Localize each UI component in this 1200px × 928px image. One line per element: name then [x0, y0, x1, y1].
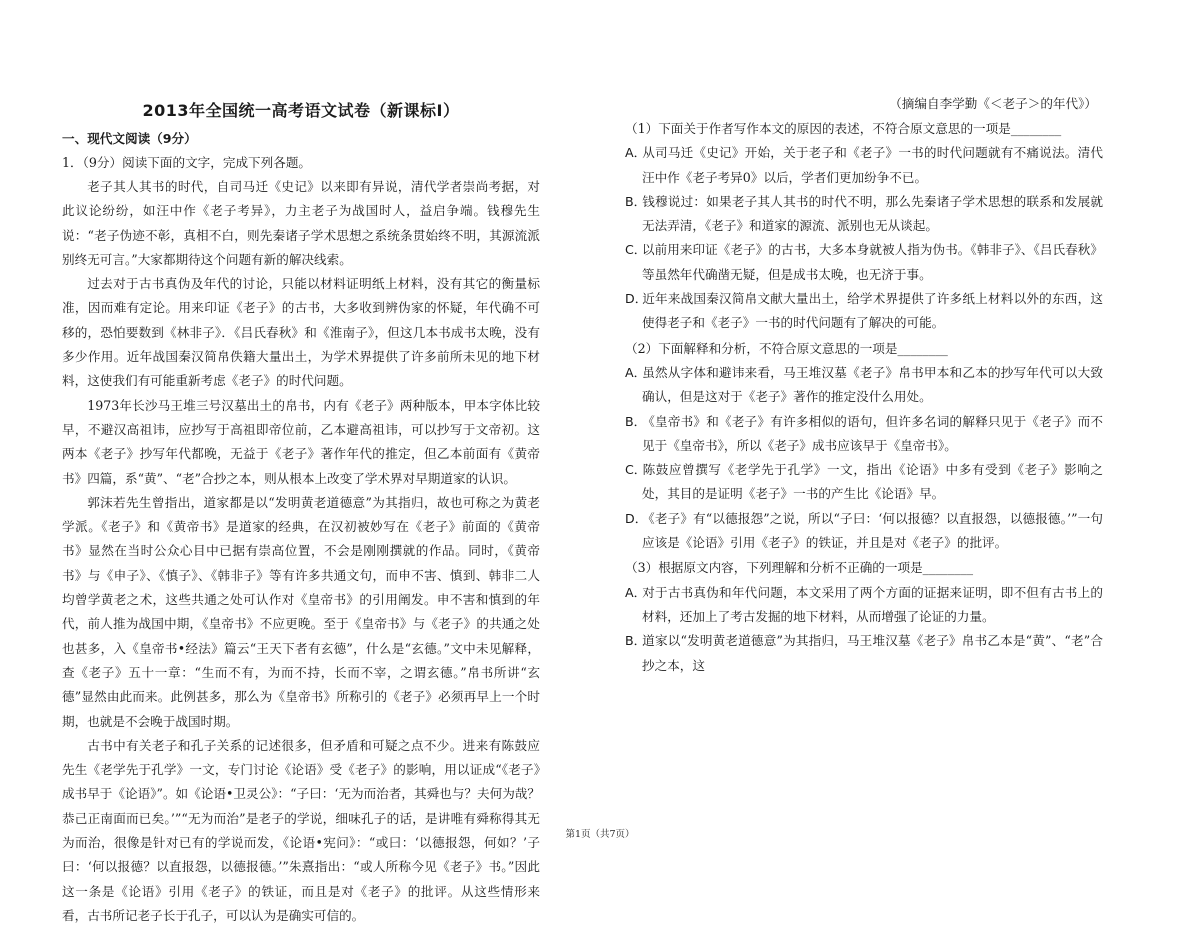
option-text: 虽然从字体和避讳来看，马王堆汉墓《老子》帛书甲本和乙本的抄写年代可以大致确认，但是这对于《老子》著作的推定没什么用处。	[642, 364, 1103, 405]
option-letter: B．	[625, 633, 647, 649]
question-3-option-b	[625, 629, 1103, 678]
passage-paragraph-1: 老子其人其书的时代，自司马迁《史记》以来即有异说，清代学者崇尚考据，对此议论纷纷，如汪中作《老子考异》，力主老子为战国时人，益启争端。钱穆先生说：“老子伪迹不彰，真相不白，则先秦诸子学术思想之系统条贯始终不明，其源流派别终无可言。”大家都期待这个问题有新的解决线索。	[62, 179, 540, 267]
option-text: 道家以“发明黄老道德意”为其指归，马王堆汉墓《老子》帛书乙本是“黄”、“老”合抄之本，这	[642, 633, 1103, 673]
question-2-option-b	[625, 410, 1103, 459]
option-letter: B．	[625, 413, 647, 429]
option-text: 对于古书真伪和年代问题，本文采用了两个方面的证据来证明，即不但有古书上的材料，还加上了考古发掘的地下材料，从而增强了论证的力量。	[642, 584, 1103, 624]
question-3-option-a	[625, 581, 1103, 630]
option-letter: A．	[625, 364, 647, 380]
question-heading: 1．（9分）阅读下面的文字，完成下列各题。	[62, 155, 312, 170]
passage-paragraph-4: 郭沫若先生曾指出，道家都是以“发明黄老道德意”为其指归，故也可称之为黄老学派。《老子》和《黄帝书》是道家的经典，在汉初被妙写在《老子》前面的《黄帝书》显然在当时公众心目中已据有崇高位置，不会是刚刚撰就的作品。同时，《黄帝书》与《申子》、《慎子》、《韩非子》等有许多共通文句，而申不害、慎到、韩非二人均曾学黄老之术，这些共通之处可认作对《皇帝书》的引用阐发。申不害和慎到的年代，前人推为战国中期，《皇帝书》不应更晚。至于《皇帝书》与《老子》的共通之处也甚多，入《皇帝书•经法》篇云“王天下者有玄德”，什么是“玄德。”文中未见解释，查《老子》五十一章：“生而不有，为而不持，长而不宰，之谓玄德。”帛书所讲“玄德”显然由此而来。此例甚多，那么为《皇帝书》所称引的《老子》必须再早上一个时期，也就是不会晚于战国时期。	[62, 494, 540, 729]
section-heading: 一、现代文阅读（9分）	[62, 131, 197, 146]
option-text: 以前用来印证《老子》的古书，大多本身就被人指为伪书。《韩非子》、《吕氏春秋》等虽然年代确凿无疑，但是成书太晚，也无济于事。	[642, 242, 1103, 282]
option-text: 《皇帝书》和《老子》有许多相似的语句，但许多名词的解释只见于《老子》而不见于《皇帝书》，所以《老子》成书应该早于《皇帝书》。	[642, 413, 1103, 453]
option-letter: C．	[625, 462, 647, 478]
question-1-option-d	[625, 287, 1103, 336]
question-1-option-c	[625, 238, 1103, 287]
option-letter: A．	[625, 584, 647, 600]
question-2-option-a	[625, 361, 1103, 410]
option-letter: C．	[625, 242, 647, 258]
question-1-option-b	[625, 190, 1103, 239]
left-column	[62, 90, 540, 928]
option-text: 钱穆说过：如果老子其人其书的时代不明，那么先秦诸子学术思想的联系和发展就无法弄清，《老子》和道家的源流、派别也无从谈起。	[642, 193, 1103, 234]
exam-title: 2013年全国统一高考语文试卷（新课标Ⅰ）	[142, 101, 460, 120]
option-text: 从司马迁《史记》开始，关于老子和《老子》一书的时代问题就有不痛说法。清代汪中作《老子考异0》以后，学者们更加纷争不已。	[642, 145, 1103, 185]
page-footer: 第1页（共7页）	[565, 829, 635, 840]
option-text: 陈鼓应曾撰写《老学先于孔学》一文，指出《论语》中多有受到《老子》影响之处，其目的是证明《老子》一书的产生比《论语》早。	[642, 462, 1103, 502]
option-letter: D．	[625, 291, 648, 307]
option-text: 近年来战国秦汉简帛文献大量出土，给学术界提供了许多纸上材料以外的东西，这使得老子和《老子》一书的时代问题有了解决的可能。	[642, 291, 1103, 331]
passage-paragraph-3: 1973年长沙马王堆三号汉墓出土的帛书，内有《老子》两种版本，甲本字体比较早，不避汉高祖讳，应抄写于高祖即帝位前，乙本避高祖讳，可以抄写于文帝初。这两本《老子》抄写年代都晚，无益于《老子》著作年代的推定，但乙本前面有《黄帝书》四篇，系“黄”、“老”合抄之本，则从根本上改变了学术界对早期道家的认识。	[62, 397, 540, 486]
passage-source: （摘编自李学勤《＜老子＞的年代》）	[889, 96, 1097, 111]
option-letter: A．	[625, 145, 647, 161]
question-2-option-c	[625, 458, 1103, 507]
question-1-stem: （1）下面关于作者写作本文的原因的表述，不符合原文意思的一项是________	[625, 121, 1062, 136]
passage-paragraph-2: 过去对于古书真伪及年代的讨论，只能以材料证明纸上材料，没有其它的衡量标准，因而难有定论。用来印证《老子》的古书，大多收到辨伪家的怀疑，年代确不可移的，恐怕要数到《林非子》．《吕氏春秋》和《淮南子》，但这几本书成书太晚，没有多少作用。近年战国秦汉简帛佚籍大量出土，为学术界提供了许多前所未见的地下材料，这使我们有可能重新考虑《老子》的时代问题。	[62, 276, 540, 389]
option-text: 《老子》有“以德报怨”之说，所以“子曰：‘何以报德？以直报怨，以德报德。’”一句应该是《论语》引用《老子》的铁证，并且是对《老子》的批评。	[642, 510, 1103, 551]
passage-paragraph-5: 古书中有关老子和孔子关系的记述很多，但矛盾和可疑之点不少。进来有陈鼓应先生《老学先于孔学》一文，专门讨论《论语》受《老子》的影响，用以证成“《老子》成书早于《论语》”。如《论语•卫灵公》：“子曰：‘无为而治者，其舜也与？夫何为哉？恭己正南面而已矣。’”“无为而治”是老子的学说，细味孔子的话，是讲唯有舜称得其无为而治，很像是针对已有的学说而发，《论语•宪问》：“或曰：‘以德报怨，何如？’子曰：‘何以报德？以直报怨，以德报德。’”朱熹指出：“或人所称今见《老子》书。”因此这一条是《论语》引用《老子》的铁证，而且是对《老子》的批评。从这些情形来看，古书所记老子长于孔子，可以认为是确实可信的。	[62, 737, 540, 923]
right-column	[625, 92, 1103, 678]
question-2-stem: （2）下面解释和分析，不符合原文意思的一项是________	[625, 340, 948, 356]
option-letter: D．	[625, 510, 648, 526]
question-2-option-d	[625, 507, 1103, 556]
question-1-option-a	[625, 141, 1103, 190]
option-letter: B．	[625, 193, 647, 209]
question-3-stem: （3）根据原文内容，下列理解和分析不正确的一项是________	[625, 560, 974, 576]
